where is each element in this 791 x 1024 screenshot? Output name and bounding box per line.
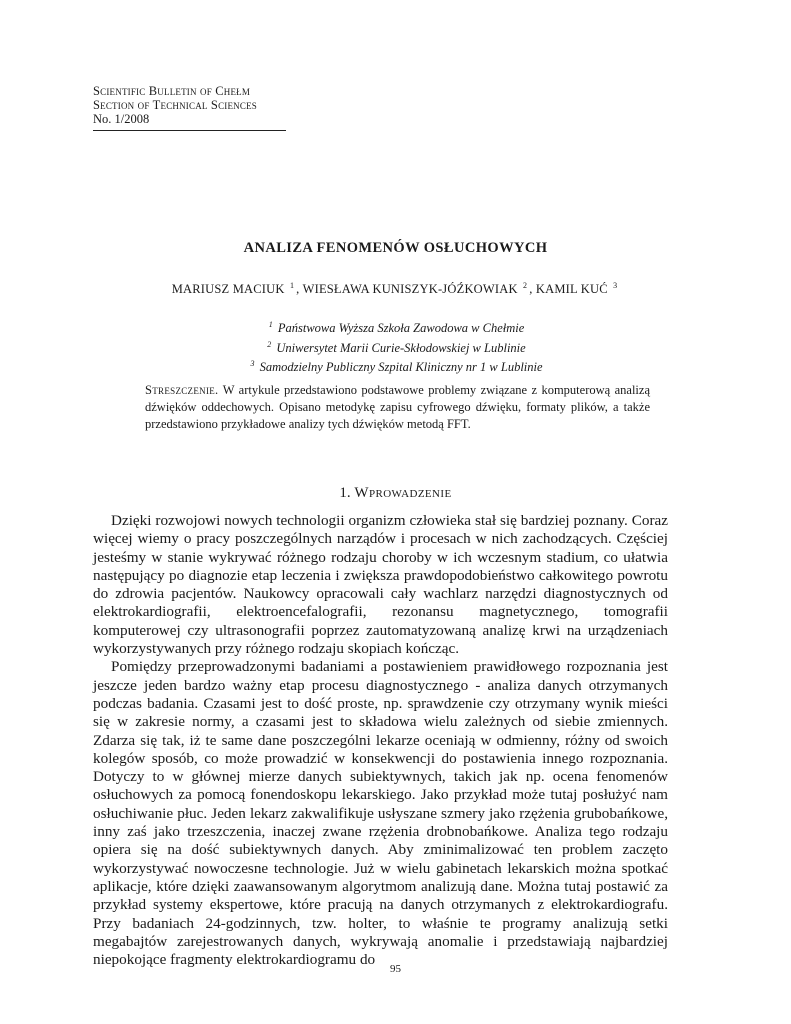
author-name: WIESŁAWA KUNISZYK-JÓŹKOWIAK [302, 282, 518, 296]
affiliation-text: Uniwersytet Marii Curie-Skłodowskiej w Lublinie [276, 340, 526, 355]
affiliation-mark: 3 [250, 359, 255, 368]
journal-name: Scientific Bulletin of Chełm [93, 84, 251, 98]
affiliation [0, 356, 791, 376]
affiliation-mark: 2 [267, 339, 272, 349]
header-rule [93, 130, 286, 131]
section-heading [0, 485, 791, 502]
author-affil-mark: 3 [613, 281, 618, 290]
abstract [145, 382, 650, 433]
section-title: Wprowadzenie [354, 485, 452, 501]
affiliation-mark: 1 [268, 320, 273, 329]
journal-section: Section of Technical Sciences [93, 98, 257, 112]
affiliation [0, 317, 791, 337]
affiliation-list [0, 317, 791, 376]
paper-title: ANALIZA FENOMENÓW OSŁUCHOWYCH [243, 240, 548, 256]
affiliation-text: Państwowa Wyższa Szkoła Zawodowa w Chełmie [277, 321, 525, 335]
journal-header [93, 84, 286, 131]
affiliation-text: Samodzielny Publiczny Szpital Kliniczny nr 1 w Lublinie [259, 360, 543, 374]
paragraph: Dzięki rozwojowi nowych technologii organizm człowieka stał się bardziej poznany. Coraz więcej wiemy o pracy poszczególnych narządów i procesach w nich zachodzących. Częściej jesteśmy w stanie wykrywać różnego rodzaju choroby w ich wczesnym stadium, co ułatwia następujący po diagnozie etap leczenia i zwiększa prawdopodobieństwo całkowitego powrotu do zdrowia pacjentów. Naukowcy opracowali cały wachlarz narzędzi diagnostycznych od elektrokardiografii, elektroencefalografii, rezonansu magnetycznego, tomografii komputerowej czy ultrasonografii poprzez zautomatyzowaną analizę krwi na urządzeniach wykorzystywanych przy różnego rodzaju skopiach kończąc. [93, 512, 668, 658]
author-name: KAMIL KUĆ [535, 282, 608, 296]
abstract-label: Streszczenie. [145, 383, 219, 397]
abstract-text: W artykule przedstawiono podstawowe problemy związane z komputerową analizą dźwięków oddechowych. Opisano metodykę zapisu cyfrowego dźwięku, formaty plików, a także przedstawiono przykładowe analizy tych dźwięków metodą FFT. [145, 383, 650, 431]
journal-issue: No. 1/2008 [93, 112, 150, 126]
body-text [93, 512, 668, 969]
affiliation [0, 337, 791, 357]
author-list: MARIUSZ MACIUK $^1$ , WIESŁAWA KUNISZYK-JÓŹKOWIAK $^2$ , KAMIL KUĆ $^3$ [171, 281, 618, 296]
paragraph: Pomiędzy przeprowadzonymi badaniami a postawieniem prawidłowego rozpoznania jest jeszcze jeden bardzo ważny etap procesu diagnostycznego - analiza danych otrzymanych podczas badania. Czasami jest to dość proste, np. sprawdzenie czy otrzymany wynik mieści się w zakresie normy, a czasami jest to składowa wielu zależnych od siebie zmiennych. Zdarza się tak, iż te same dane poszczególni lekarze oceniają w odmienny, różny od swoich kolegów sposób, co może prowadzić w konsekwencji do postawienia innego rozpoznania. Dotyczy to w głównej mierze danych subiektywnych, takich jak np. ocena fenomenów osłuchowych za pomocą fonendoskopu lekarskiego. Jako przykład może tutaj posłużyć nam osłuchiwanie płuc. Jeden lekarz zakwalifikuje usłyszane szmery jako rzężenia grubobańkowe, inny zaś jako trzeszczenia, inaczej zwane rzężenia drobnobańkowe. Analiza tego rodzaju opiera się na dość subiektywnych danych. Aby zminimalizować ten problem zaczęto wykorzystywać nowoczesne technologie. Już w wielu gabinetach lekarskich można spotkać aplikacje, które dzięki zaawansowanym algorytmom analizują dane. Można tutaj postawić za przykład systemy ekspertowe, które pracują na danych otrzymanych z elektrokardiografu. Przy badaniach 24-godzinnych, tzw. holter, to właśnie te programy analizują setki megabajtów zarejestrowanych danych, wykrywają anomalie i przedstawiają najbardziej niepokojące fragmenty elektrokardiogramu do [93, 658, 668, 969]
section-number: 1. [339, 485, 351, 501]
author-affil-mark: 1 [289, 281, 295, 290]
author-name: MARIUSZ MACIUK [171, 282, 285, 296]
author-affil-mark: 2 [523, 281, 528, 290]
page-number: 95 [390, 963, 401, 975]
